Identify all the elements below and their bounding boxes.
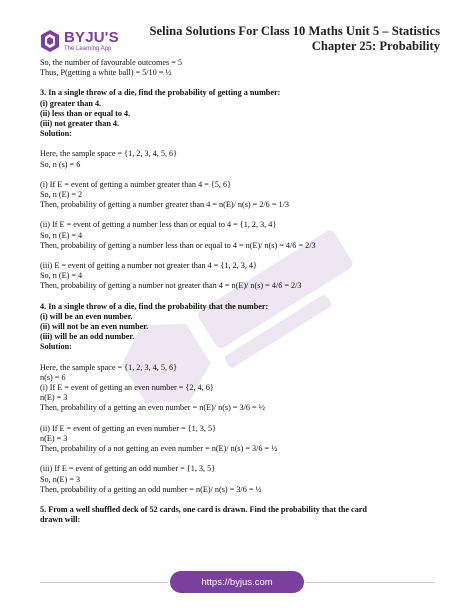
footer-divider-left (40, 582, 168, 583)
solution-line: (iii) E = event of getting a number not greater than 4 = {1, 2, 3, 4} (40, 261, 257, 271)
solution-label: Solution: (40, 129, 72, 139)
solution-line: So, n (E) = 2 (40, 190, 83, 200)
document-header (149, 24, 440, 54)
solution-line: So, n (E) = 4 (40, 230, 83, 240)
solution-line: So, n (E) = 4 (40, 271, 83, 281)
solution-line: (ii) If E = event of getting an even number = {1, 3, 5} (40, 423, 217, 433)
brand-name: BYJU'S (64, 29, 119, 46)
document-body (40, 58, 440, 525)
solution-label: Solution: (40, 342, 72, 352)
solution-line: n(E) = 3 (40, 393, 68, 403)
question-3-part: (ii) less than or equal to 4. (40, 108, 131, 118)
question-4: 4. In a single throw of a die, find the probability that the number: (40, 301, 269, 311)
footer-url-link[interactable]: https://byjus.com (170, 571, 304, 593)
solution-line: (ii) If E = event of getting a number less than or equal to 4 = {1, 2, 3, 4} (40, 220, 277, 230)
question-5: drawn will: (40, 515, 81, 525)
solution-line: (iii) If E = event of getting an odd number = {1, 3, 5} (40, 464, 216, 474)
brand-tagline: The Learning App (64, 46, 112, 52)
solution-line: Here, the sample space = {1, 2, 3, 4, 5, 6} (40, 149, 178, 159)
byjus-logo (40, 26, 134, 56)
question-4-part: (ii) will not be an even number. (40, 322, 149, 332)
byjus-logo-icon (40, 29, 60, 53)
solution-line: Here, the sample space = {1, 2, 3, 4, 5, 6} (40, 362, 178, 372)
question-4-part: (iii) will be an odd number. (40, 332, 135, 342)
intro-line: So, the number of favourable outcomes = 5 (40, 58, 182, 67)
intro-line: Thus, P(getting a white ball) = 5/10 = ½ (40, 68, 172, 78)
header-title-line2: Chapter 25: Probability (311, 39, 440, 53)
solution-line: (i) If E = event of getting a number greater than 4 = {5, 6} (40, 179, 232, 189)
question-4-part: (i) will be an even number. (40, 311, 133, 321)
header-title-line1: Selina Solutions For Class 10 Maths Unit 5 – Statistics (149, 24, 440, 38)
solution-line: So, n (s) = 6 (40, 159, 81, 169)
question-5: 5. From a well shuffled deck of 52 cards, one card is drawn. Find the probability that the card (40, 504, 367, 514)
solution-line: Then, probability of a not getting an even number = n(E)/ n(s) = 3/6 = ½ (40, 444, 278, 454)
question-3: 3. In a single throw of a die, find the probability of getting a number: (40, 88, 281, 98)
solution-line: So, n(E) = 3 (40, 474, 81, 484)
solution-line: Then, probability of getting a number less than or equal to 4 = n(E)/ n(s) = 4/6 = 2/3 (40, 240, 316, 250)
solution-line: Then, probability of a getting an odd number = n(E)/ n(s) = 3/6 = ½ (40, 484, 262, 494)
solution-line: Then, probability of a getting an even number = n(E)/ n(s) = 3/6 = ½ (40, 403, 265, 413)
question-3-part: (iii) not greater than 4. (40, 119, 120, 129)
footer-divider-right (306, 582, 434, 583)
solution-line: Then, probability of getting a number greater than 4 = n(E)/ n(s) = 2/6 = 1/3 (40, 200, 289, 210)
question-3-part: (i) greater than 4. (40, 98, 102, 108)
solution-line: n(E) = 3 (40, 433, 68, 443)
solution-line: n(s) = 6 (40, 372, 66, 382)
solution-line: (i) If E = event of getting an even number = {2, 4, 6} (40, 383, 214, 393)
solution-line: Then, probability of getting a number not greater than 4 = n(E)/ n(s) = 4/6 = 2/3 (40, 281, 302, 291)
